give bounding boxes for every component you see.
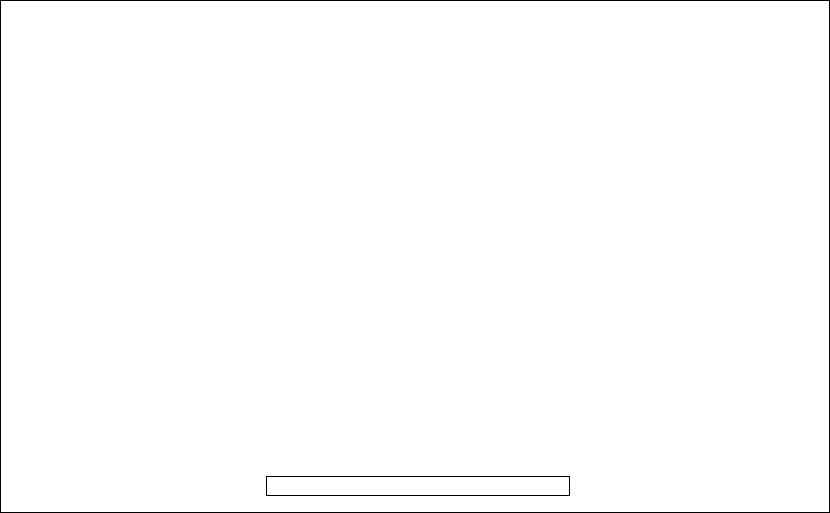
aqi-color-scale (266, 476, 570, 496)
aqi-legend-ticks (266, 497, 576, 509)
aqi-legend-labels (266, 462, 568, 474)
temperature-chart (0, 288, 830, 438)
